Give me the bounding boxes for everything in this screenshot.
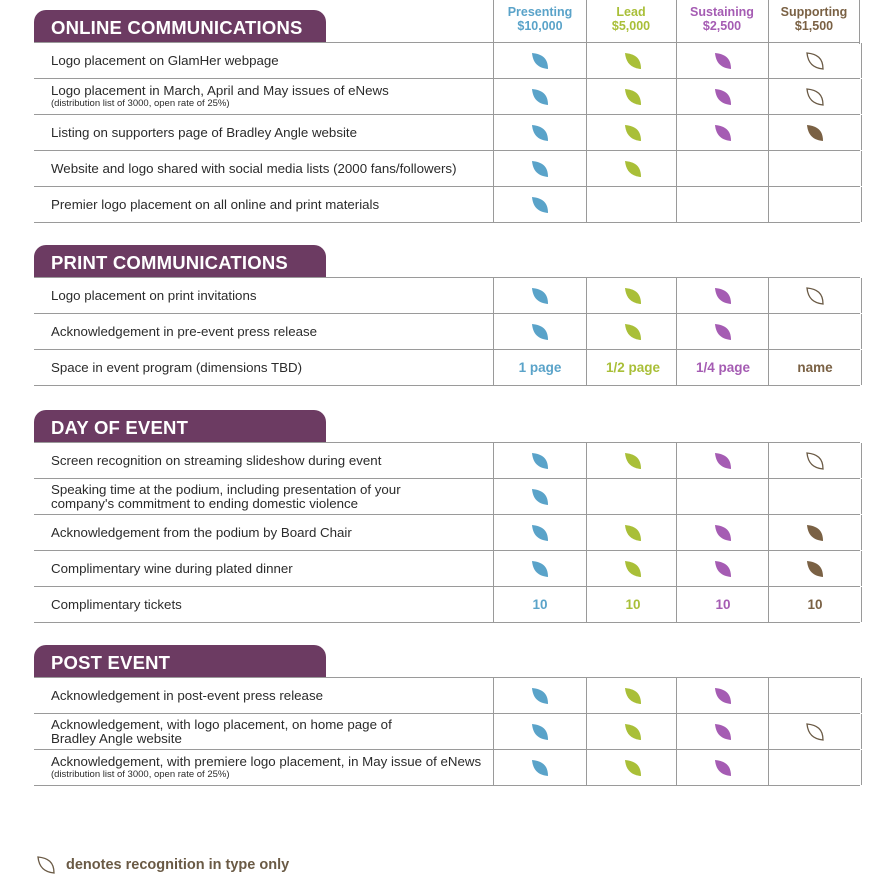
leaf-icon [623, 523, 643, 543]
tier-cell-supporting [768, 151, 862, 186]
leaf-icon [530, 722, 550, 742]
table-row [34, 115, 860, 151]
tier-cell-lead [586, 278, 679, 313]
section-print-communications [34, 245, 860, 386]
table-row [34, 187, 860, 223]
tier-cell-presenting [493, 551, 586, 586]
benefit-text: Acknowledgement in post-event press release [51, 687, 323, 703]
tier-cell-supporting [768, 314, 862, 349]
leaf-icon [623, 758, 643, 778]
leaf-icon [713, 322, 733, 342]
tier-cell-lead [586, 479, 679, 514]
leaf-icon [623, 559, 643, 579]
tier-cell-supporting [768, 350, 862, 385]
leaf-icon [623, 286, 643, 306]
tier-cell-presenting [493, 115, 586, 150]
table-row [34, 151, 860, 187]
table-row [34, 278, 860, 314]
tier-cell-presenting [493, 678, 586, 713]
tier-amount: $10,000 [517, 19, 563, 33]
tier-cell-presenting [493, 151, 586, 186]
benefit-text: Space in event program (dimensions TBD) [51, 359, 303, 375]
benefit-text: Premier logo placement on all online and print materials [51, 196, 380, 212]
tier-cell-sustaining [676, 587, 769, 622]
leaf-icon [713, 451, 733, 471]
table-row [34, 551, 860, 587]
section-day-of-event [34, 410, 860, 623]
section-title: ONLINE COMMUNICATIONS [34, 10, 326, 43]
tier-cell-sustaining [676, 278, 769, 313]
leaf-icon [713, 123, 733, 143]
tier-cell-sustaining [676, 187, 769, 222]
section-header [34, 10, 860, 43]
tier-cell-lead [586, 187, 679, 222]
tier-cell-presenting [493, 278, 586, 313]
tier-cell-presenting [493, 515, 586, 550]
benefit-label [51, 479, 491, 514]
table-row [34, 350, 860, 386]
tier-cell-presenting [493, 79, 586, 114]
section-post-event [34, 645, 860, 786]
tier-cell-sustaining [676, 350, 769, 385]
benefit-label [51, 151, 491, 186]
benefit-text: Acknowledgement, with premiere logo placement, in May issue of eNews [51, 754, 482, 769]
leaf-icon [530, 286, 550, 306]
tier-cell-sustaining [676, 79, 769, 114]
tier-cell-presenting [493, 750, 586, 785]
table-row [34, 443, 860, 479]
benefit-text: Listing on supporters page of Bradley Angle website [51, 124, 358, 140]
benefit-label [51, 551, 491, 586]
tier-cell-lead [586, 587, 679, 622]
leaf-icon [713, 286, 733, 306]
benefit-label [51, 350, 491, 385]
leaf-icon [713, 686, 733, 706]
tier-value: 10 [532, 597, 548, 612]
tier-cell-presenting [493, 350, 586, 385]
benefit-text: Acknowledgement in pre-event press release [51, 323, 318, 339]
tier-value: 10 [625, 597, 641, 612]
legend-text: denotes recognition in type only [66, 857, 290, 873]
section-online-communications [34, 10, 860, 223]
leaf-icon [805, 123, 825, 143]
benefit-label [51, 187, 491, 222]
leaf-icon [713, 758, 733, 778]
tier-cell-presenting [493, 43, 586, 78]
tier-name: Presenting [507, 5, 573, 19]
tier-cell-sustaining [676, 750, 769, 785]
tier-amount: $5,000 [611, 19, 651, 33]
tier-name: Lead [616, 5, 646, 19]
benefit-subtext: (distribution list of 3000, open rate of 25%) [51, 98, 230, 109]
outline-leaf-icon [805, 722, 825, 742]
tier-cell-sustaining [676, 443, 769, 478]
leaf-icon [623, 87, 643, 107]
leaf-icon [713, 722, 733, 742]
leaf-icon [713, 559, 733, 579]
leaf-icon [623, 451, 643, 471]
section-header [34, 410, 860, 443]
benefit-text: Complimentary tickets [51, 596, 182, 612]
tier-cell-lead [586, 79, 679, 114]
benefit-label [51, 750, 491, 785]
tier-cell-lead [586, 714, 679, 749]
benefit-subtext: (distribution list of 3000, open rate of 25%) [51, 769, 230, 780]
tier-cell-supporting [768, 443, 862, 478]
benefit-label [51, 714, 491, 749]
tier-value: name [797, 360, 833, 375]
tier-value: 1/2 page [605, 360, 661, 375]
benefit-text: Acknowledgement from the podium by Board Chair [51, 524, 352, 540]
leaf-icon [530, 559, 550, 579]
tier-cell-lead [586, 314, 679, 349]
tier-cell-sustaining [676, 115, 769, 150]
tier-amount: $2,500 [702, 19, 742, 33]
table-row [34, 314, 860, 350]
leaf-icon [623, 51, 643, 71]
tier-name: Supporting [780, 5, 848, 19]
tier-cell-sustaining [676, 479, 769, 514]
benefit-text: Complimentary wine during plated dinner [51, 560, 293, 576]
table-row [34, 678, 860, 714]
leaf-icon [623, 159, 643, 179]
tier-cell-supporting [768, 515, 862, 550]
tier-cell-sustaining [676, 678, 769, 713]
leaf-icon [530, 686, 550, 706]
benefit-text: Logo placement on print invitations [51, 287, 257, 303]
leaf-icon [623, 123, 643, 143]
tier-cell-lead [586, 678, 679, 713]
section-title: POST EVENT [34, 645, 326, 678]
legend [36, 855, 289, 875]
leaf-icon [530, 195, 550, 215]
tier-value: 1/4 page [695, 360, 751, 375]
tier-cell-lead [586, 443, 679, 478]
table-row [34, 79, 860, 115]
benefit-label [51, 515, 491, 550]
leaf-icon [713, 523, 733, 543]
section-header [34, 245, 860, 278]
tier-cell-supporting [768, 551, 862, 586]
tier-cell-supporting [768, 278, 862, 313]
tier-cell-presenting [493, 443, 586, 478]
leaf-icon [530, 523, 550, 543]
tier-cell-sustaining [676, 515, 769, 550]
benefit-text-continued: company's commitment to ending domestic violence [51, 495, 359, 511]
tier-cell-presenting [493, 714, 586, 749]
leaf-icon [530, 123, 550, 143]
leaf-icon [530, 322, 550, 342]
tier-cell-presenting [493, 479, 586, 514]
leaf-icon [713, 51, 733, 71]
benefit-label [51, 314, 491, 349]
leaf-icon [623, 722, 643, 742]
outline-leaf-icon [805, 87, 825, 107]
table-row [34, 479, 860, 515]
benefit-label [51, 443, 491, 478]
tier-cell-supporting [768, 79, 862, 114]
benefit-text: Logo placement in March, April and May issues of eNews [51, 83, 389, 98]
section-title: DAY OF EVENT [34, 410, 326, 443]
tier-cell-lead [586, 750, 679, 785]
tier-cell-supporting [768, 187, 862, 222]
benefit-label [51, 587, 491, 622]
tier-cell-presenting [493, 587, 586, 622]
benefit-label [51, 678, 491, 713]
tier-cell-presenting [493, 314, 586, 349]
tier-cell-lead [586, 515, 679, 550]
leaf-icon [530, 159, 550, 179]
tier-cell-supporting [768, 115, 862, 150]
leaf-icon [530, 451, 550, 471]
leaf-icon [530, 758, 550, 778]
tier-cell-sustaining [676, 714, 769, 749]
leaf-icon [623, 686, 643, 706]
tier-cell-lead [586, 43, 679, 78]
outline-leaf-icon [805, 451, 825, 471]
leaf-icon [530, 487, 550, 507]
table-row [34, 714, 860, 750]
benefit-label [51, 79, 491, 114]
leaf-icon [713, 87, 733, 107]
section-title: PRINT COMMUNICATIONS [34, 245, 326, 278]
leaf-icon [530, 51, 550, 71]
table-row [34, 43, 860, 79]
tier-value: 10 [715, 597, 731, 612]
tier-name: Sustaining [690, 5, 754, 19]
benefit-text: Logo placement on GlamHer webpage [51, 52, 279, 68]
leaf-icon [805, 559, 825, 579]
tier-cell-sustaining [676, 551, 769, 586]
benefit-text: Acknowledgement, with logo placement, on home page of [51, 716, 392, 732]
table-row [34, 750, 860, 786]
leaf-icon [530, 87, 550, 107]
tier-amount: $1,500 [794, 19, 834, 33]
tier-cell-supporting [768, 678, 862, 713]
tier-cell-lead [586, 115, 679, 150]
table-row [34, 515, 860, 551]
table-row [34, 587, 860, 623]
tier-cell-supporting [768, 750, 862, 785]
leaf-icon [805, 523, 825, 543]
tier-cell-presenting [493, 187, 586, 222]
tier-cell-lead [586, 350, 679, 385]
benefit-label [51, 43, 491, 78]
tier-cell-sustaining [676, 43, 769, 78]
outline-leaf-icon [805, 286, 825, 306]
tier-cell-lead [586, 551, 679, 586]
tier-cell-supporting [768, 714, 862, 749]
tier-cell-supporting [768, 479, 862, 514]
tier-cell-supporting [768, 587, 862, 622]
tier-value: 1 page [518, 360, 562, 375]
section-header [34, 645, 860, 678]
tier-cell-supporting [768, 43, 862, 78]
tier-value: 10 [807, 597, 823, 612]
benefit-label [51, 115, 491, 150]
tier-cell-sustaining [676, 151, 769, 186]
benefit-text-continued: Bradley Angle website [51, 730, 182, 746]
tier-cell-sustaining [676, 314, 769, 349]
benefit-text: Speaking time at the podium, including presentation of your [51, 481, 401, 497]
benefit-text: Website and logo shared with social media lists (2000 fans/followers) [51, 160, 457, 176]
tier-cell-lead [586, 151, 679, 186]
outline-leaf-icon [36, 855, 56, 875]
outline-leaf-icon [805, 51, 825, 71]
leaf-icon [623, 322, 643, 342]
benefit-text: Screen recognition on streaming slideshow during event [51, 452, 382, 468]
benefit-label [51, 278, 491, 313]
